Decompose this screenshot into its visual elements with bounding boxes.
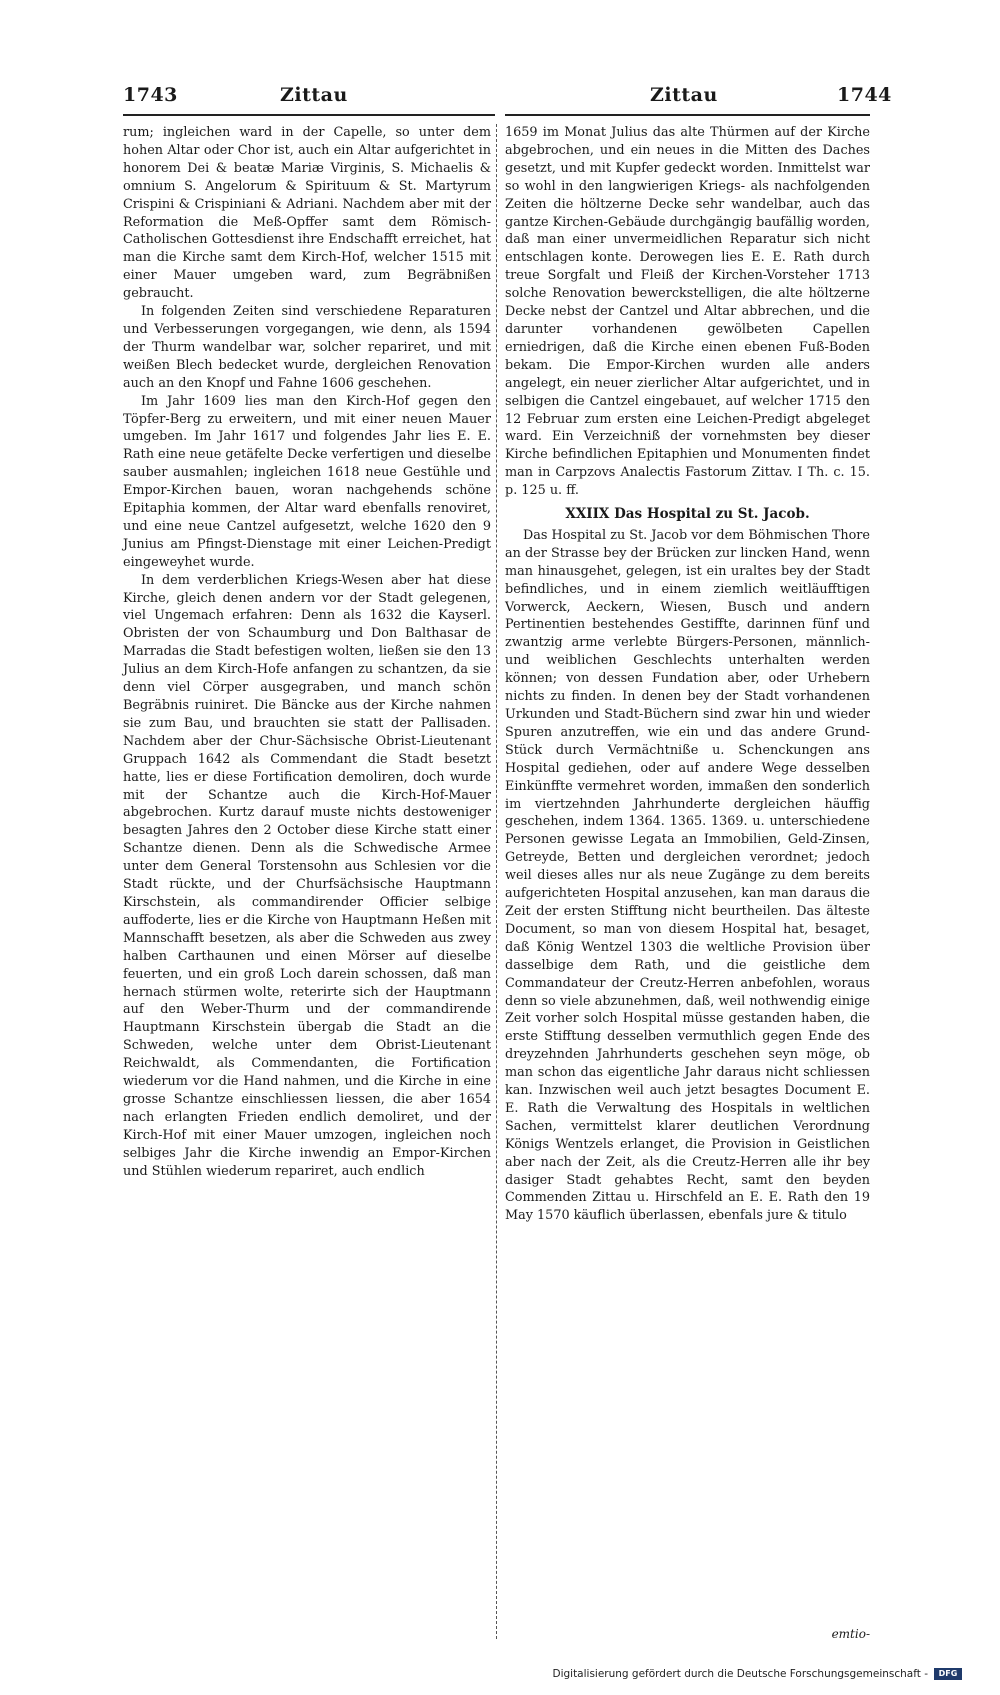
page-number-left: 1743 (123, 84, 178, 106)
book-page (95, 84, 892, 1641)
paragraph: rum; ingleichen ward in der Capelle, so unter dem hohen Altar oder Chor ist, auch ein Altar aufgerichtet in honorem Dei & beatæ Mariæ Virginis, S. Michaelis & omnium S. Angelorum & Spirituum & St. Martyrum Crispini & Crispiniani & Adriani. Nachdem aber mit der Reformation die Meß-Opffer samt dem Römisch-Catholischen Gottesdienst ihre Endschafft erreichet, hat man die Kirche samt dem Kirch-Hof, welcher 1515 mit einer Mauer umgeben ward, zum Begräbnißen gebraucht. (123, 125, 491, 302)
right-column (505, 124, 870, 1225)
paragraph: In folgenden Zeiten sind verschiedene Reparaturen und Verbesserungen vorgegangen, wie denn, als 1594 der Thurm wandelbar war, solcher repariret, und mit weißen Blech bedecket wurde, dergleichen Renovation auch an den Knopf und Fahne 1606 geschehen. (123, 304, 491, 391)
paragraph: 1659 im Monat Julius das alte Thürmen auf der Kirche abgebrochen, und ein neues in die Mitten des Daches gesetzt, und mit Kupfer gedeckt worden. Inmittelst war so wohl in den langwierigen Kriegs- als nachfolgenden Zeiten die höltzerne Decke sehr wandelbar, auch das gantze Kirchen-Gebäude durchgängig baufällig worden, daß man einer unvermeidlichen Reparatur sich nicht entschlagen konte. Derowegen lies E. E. Rath durch treue Sorgfalt und Fleiß der Kirchen-Vorsteher 1713 solche Renovation bewerckstelligen, die alte höltzerne Decke nebst der Cantzel und Altar abbrechen, und die darunter vorhandenen gewölbeten Capellen erniedrigen, daß die Kirche einen ebenen Fuß-Boden bekam. Die Empor-Kirchen wurden alle anders angelegt, ein neuer zierlicher Altar aufgerichtet, und in selbigen die Cantzel eingebauet, auf welcher 1715 den 12 Februar zum ersten eine Leichen-Predigt abgeleget ward. Ein Verzeichniß der vornehmsten bey dieser Kirche befindlichen Epitaphien und Monumenten findet man in Carpzovs Analectis Fastorum Zittav. I Th. c. 15. p. 125 u. ff. (505, 125, 870, 499)
paragraph: Im Jahr 1609 lies man den Kirch-Hof gegen den Töpfer-Berg zu erweitern, und mit einer neuen Mauer umgeben. Im Jahr 1617 und folgendes Jahr lies E. E. Rath eine neue getäfelte Decke verfertigen und dieselbe sauber ausmahlen; ingleichen 1618 neue Gestühle und Empor-Kirchen bauen, woran nachgehends schöne Epitaphia kommen, der Altar ward ebenfalls renoviret, und eine neue Cantzel aufgesetzt, welche 1620 den 9 Junius am Pfingst-Dienstage mit einer Leichen-Predigt eingeweyhet wurde. (123, 393, 491, 570)
column-divider (496, 124, 497, 1639)
paragraph: Das Hospital zu St. Jacob vor dem Böhmischen Thore an der Strasse bey der Brücken zur lincken Hand, wenn man hinausgehet, gelegen, ist ein uraltes bey der Stadt befindliches, und in einem ziemlich weitläufftigen Vorwerck, Aeckern, Wiesen, Busch und andern Pertinentien bestehendes Gestiffte, darinnen fünf und zwantzig arme verlebte Bürgers-Personen, männlich- und weiblichen Geschlechts unterhalten werden können; von dessen Fundation aber, oder Urhebern nichts zu finden. In denen bey der Stadt vorhandenen Urkunden und Stadt-Büchern sind zwar hin und wieder Spuren anzutreffen, wie ein und das andere Grund-Stück durch Vermächtniße u. Schenckungen ans Hospital gediehen, oder auf andere Wege desselben Einkünffte vermehret worden, immaßen den sonderlich im viertzehnden Jahrhunderte dergleichen häuffig geschehen, indem 1364. 1365. 1369. u. unterschiedene Personen gewisse Legata an Immobilien, Geld-Zinsen, Getreyde, Betten und dergleichen verordnet; jedoch weil dieses alles nur als neue Zugänge zu dem bereits aufgerichteten Hospital anzusehen, kan man daraus die Zeit der ersten Stifftung nicht beurtheilen. Das älteste Document, so man von diesem Hospital hat, besaget, daß König Wentzel 1303 die weltliche Provision über dasselbige dem Rath, und die geistliche dem Commandateur der Creutz-Herren anbefohlen, woraus denn so viele abzunehmen, daß, weil nothwendig einige Zeit vorher solch Hospital müsse gestanden haben, die erste Stifftung desselben vermuthlich gegen Ende des dreyzehnden Jahrhunderts geschehen seyn möge, ob man schon das eigentliche Jahr daraus nicht schliessen kan. Inzwischen weil auch jetzt besagtes Document E. E. Rath die Verwaltung des Hospitals in weltlichen Sachen, vermittelst klarer deutlichen Verordnung Königs Wentzels erlanget, die Provision in Geistlichen aber nach der Zeit, als die Creutz-Herren alle ihr bey dasiger Stadt gehabtes Recht, samt den beyden Commenden Zittau u. Hirschfeld an E. E. Rath den 19 May 1570 käuflich überlassen, ebenfals jure & titulo (505, 527, 870, 1224)
catchword: emtio- (831, 1627, 870, 1641)
dfg-logo: DFG (934, 1668, 962, 1680)
footer-credit: Digitalisierung gefördert durch die Deutsche Forschungsgemeinschaft - (552, 1668, 928, 1680)
header-rule-right (505, 114, 870, 116)
running-title-left: Zittau (280, 84, 348, 106)
running-title-right: Zittau (650, 84, 718, 106)
left-column (123, 124, 491, 1180)
header-rule-left (123, 114, 495, 116)
paragraph: In dem verderblichen Kriegs-Wesen aber hat diese Kirche, gleich denen andern vor der Stadt gelegenen, viel Ungemach erfahren: Denn als 1632 die Kayserl. Obristen der von Schaumburg und Don Balthasar de Marradas die Stadt befestigen wolten, ließen sie den 13 Julius an dem Kirch-Hofe anfangen zu schantzen, da sie denn viel Cörper ausgegraben, und manch schön Begräbnis ruiniret. Die Bäncke aus der Kirche nahmen sie zum Bau, und brauchten sie statt der Pallisaden. Nachdem aber der Chur-Sächsische Obrist-Lieutenant Gruppach 1642 als Commendant die Stadt besetzt hatte, lies er diese Fortification demoliren, doch wurde mit der Schantze auch die Kirch-Hof-Mauer abgebrochen. Kurtz darauf muste nichts destoweniger besagten Jahres den 2 October diese Kirche statt einer Schantze dienen. Denn als die Schwedische Armee unter dem General Torstensohn aus Schlesien vor die Stadt rückte, und der Churfsächsische Hauptmann Kirschstein, als commandirender Officier selbige auffoderte, lies er die Kirche von Hauptmann Heßen mit Mannschafft besetzen, als aber die Schweden aus zwey halben Carthaunen und einen Mörser auf dieselbe feuerten, und ein groß Loch darein schossen, daß man hernach stürmen wolte, reterirte sich der Hauptmann auf den Weber-Thurm und der commandirende Hauptmann Kirschstein übergab die Stadt an die Schweden, welche unter dem Obrist-Lieutenant Reichwaldt, als Commendanten, die Fortification wiederum vor die Hand nahmen, und die Kirche in eine grosse Schantze einschliessen liessen, die aber 1654 nach erlangten Frieden endlich demoliret, und der Kirch-Hof mit einer Mauer umzogen, ingleichen noch selbiges Jahr die Kirche inwendig an Empor-Kirchen und Stühlen wiederum repariret, auch endlich (123, 572, 491, 1179)
footer (552, 1668, 962, 1680)
page-number-right: 1744 (837, 84, 892, 106)
section-heading: XXIIX Das Hospital zu St. Jacob. (565, 506, 810, 523)
